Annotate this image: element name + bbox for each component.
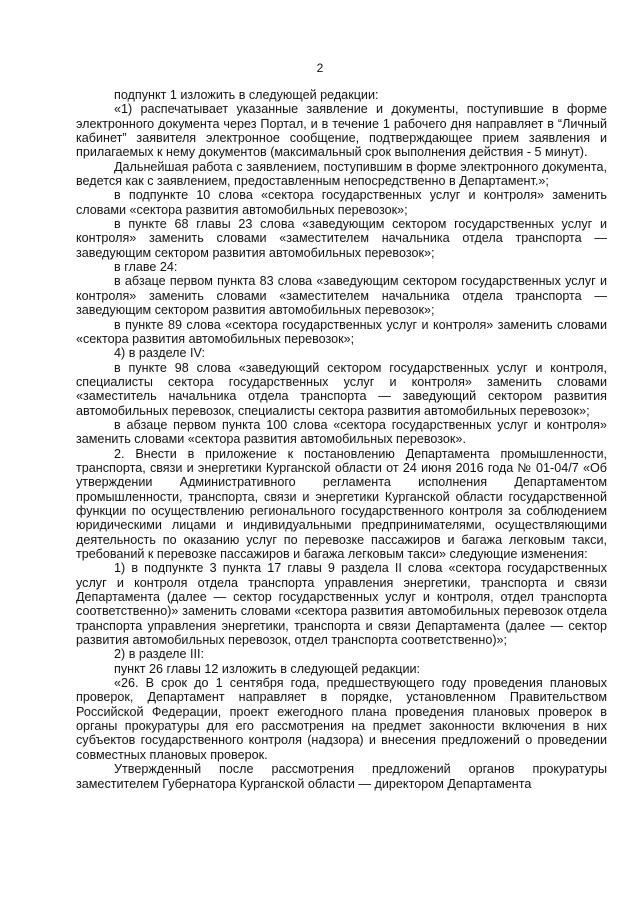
paragraph: в главе 24: — [114, 260, 178, 275]
paragraph: Дальнейшая работа с заявлением, поступившим в форме электронного документа, ведется как с заявлением, предоставленным непосредственно в Департамент.»; — [76, 159, 607, 189]
paragraph: в пункте 89 слова «сектора государственных услуг и контроля» заменить словами «сектора развития автомобильных перевозок»; — [76, 317, 607, 346]
paragraph: «26. В срок до 1 сентября года, предшествующего году проведения плановых проверок, Департамент направляет в порядке, установленном Правительством Российской Федерации, проект ежегодного плана проведения плановых проверок в органы прокуратуры для его рассмотрения на предмет законности включения в них субъектов государственного контроля (надзора) и внесения предложений о проведении совместных плановых проверок. — [76, 676, 607, 762]
paragraph: в абзаце первом пункта 100 слова «сектора государственных услуг и контроля» заменить словами «сектора развития автомобильных перевозок». — [76, 417, 607, 447]
paragraph: в абзаце первом пункта 83 слова «заведующим сектором государственных услуг и контроля» заменить словами «заместителем начальника отдела транспорта — заведующим сектором развития автомобильных перевозок»; — [76, 274, 607, 318]
paragraph: в пункте 68 главы 23 слова «заведующим сектором государственных услуг и контроля» заменить словами «заместителем начальника отдела транспорта — заведующим сектором развития автомобильных перевозок»; — [76, 217, 607, 260]
paragraph: пункт 26 главы 12 изложить в следующей редакции: — [114, 661, 421, 676]
paragraph: 2. Внести в приложение к постановлению Департамента промышленности, транспорта, связи и энергетики Курганской области от 24 июня 2016 года № 01-04/7 «Об утверждении Административного регламента исполнения Департаментом промышленности, транспорта, связи и энергетики Курганской области государственной функции по осуществлению регионального государственного контроля за соблюдением юридическими лицами и индивидуальными предпринимателями, осуществляющими деятельность по оказанию услуг по перевозке пассажиров и багажа легковым такси, требований к перевозке пассажиров и багажа легковым такси» следующие изменения: — [76, 446, 607, 561]
paragraph: подпункт 1 изложить в следующей редакции: — [114, 88, 379, 102]
paragraph: 4) в разделе IV: — [114, 346, 205, 361]
paragraph: в подпункте 10 слова «сектора государственных услуг и контроля» заменить словами «сектора развития автомобильных перевозок»; — [76, 188, 607, 217]
page-number: 2 — [316, 61, 324, 75]
document-body — [76, 88, 607, 791]
paragraph: 2) в разделе III: — [114, 647, 205, 662]
paragraph: 1) в подпункте 3 пункта 17 главы 9 раздела II слова «сектора государственных услуг и контроля отдела транспорта управления энергетики, транспорта и связи Департамента (далее — сектор государственных услуг и контроля, отдел транспорта соответственно)» заменить словами «сектора развития автомобильных перевозок отдела транспорта управления энергетики, транспорта и связи Департамента (далее — сектор развития автомобильных перевозок, отдел транспорта соответственно)»; — [76, 561, 607, 648]
paragraph: «1) распечатывает указанные заявление и документы, поступившие в форме электронного документа через Портал, и в течение 1 рабочего дня направляет в “Личный кабинет” заявителя электронное сообщение, подтверждающее прием заявления и прилагаемых к нему документов (максимальный срок выполнения действия - 5 минут). — [76, 102, 607, 160]
paragraph: Утвержденный после рассмотрения предложений органов прокуратуры заместителем Губернатора Курганской области — директором Департамента — [76, 762, 607, 791]
paragraph: в пункте 98 слова «заведующий сектором государственных услуг и контроля, специалисты сектора государственных услуг и контроля» заменить словами «заместитель начальника отдела транспорта — заведующий сектором развития автомобильных перевозок, специалисты сектора развития автомобильных перевозок»; — [76, 360, 607, 418]
